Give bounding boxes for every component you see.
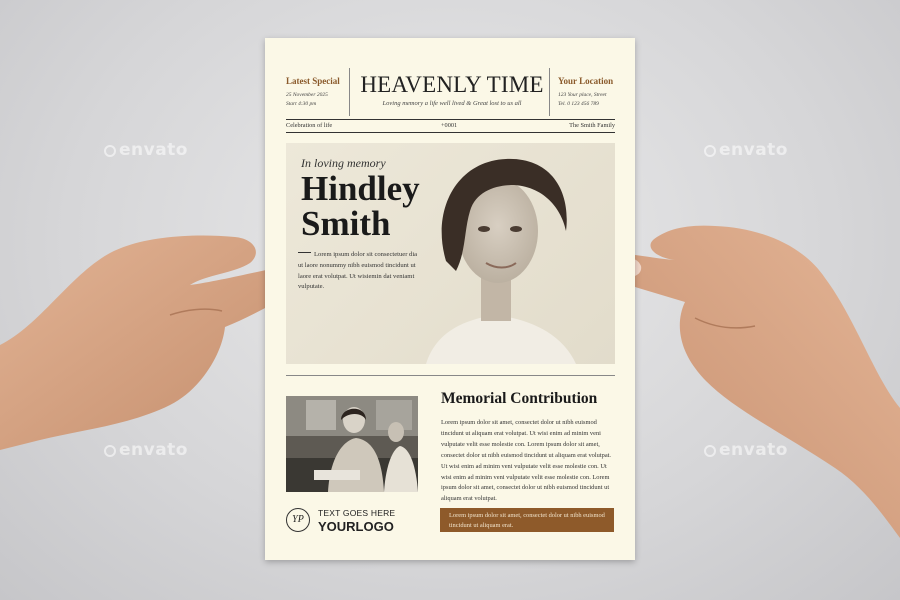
strip-center: +0001 (441, 122, 458, 129)
divider (349, 68, 350, 116)
deceased-name (301, 171, 420, 241)
in-loving-memory: In loving memory (301, 156, 386, 170)
divider (286, 132, 615, 133)
right-header (558, 76, 628, 109)
callout-box: Lorem ipsum dolor sit amet, consectet dolor ut nibh euismod tincidunt ut aliquam erat. (440, 508, 614, 532)
location-title: Your Location (558, 76, 614, 86)
strip-right: The Smith Family (569, 122, 615, 129)
left-hand-image (0, 215, 300, 450)
masthead (355, 72, 549, 107)
divider (286, 119, 615, 120)
watermark: envato (104, 440, 188, 460)
study-photo (286, 396, 418, 492)
divider (286, 375, 615, 376)
strip-left: Celebration of life (286, 122, 333, 129)
first-name: Hindley (301, 169, 420, 208)
watermark: envato (704, 140, 788, 160)
hero-body-text: Lorem ipsum dolor sit consectetuer dia ut laore nonummy nibh euismod tincidunt ut laore erat volutpat. Ut wisiemin dat veniamt vulputate. (298, 251, 418, 291)
event-date: 25 November 2025 (286, 92, 328, 98)
memorial-flyer (265, 38, 635, 560)
logo-mark-icon: YP (286, 508, 310, 532)
left-header (286, 76, 354, 109)
location-address: 123 Your place, Street (558, 92, 607, 98)
section-body-text: Lorem ipsum dolor sit amet, consectet dolor ut nibh euismod tincidunt ut aliquam erat volutpat. Ut wisi enim ad minim veni vulputate velit esse molestie con. Lorem ipsum dolor sit amet, consectet dolor ut nibh euismod tincidunt ut aliquam erat volutpat. Ut wisi enim ad minim veni vulputate velit esse molestie con. Ut wisi enim ad minim veni vulputate velit esse molestie con. Lorem ipsum dolor sit amet, consectet dolor ut nibh euismod tincidunt ut aliquam erat volutpat. (441, 419, 612, 503)
masthead-tagline: Loving memory a life well lived & Great lost to us all (382, 100, 522, 107)
divider (549, 68, 550, 116)
masthead-title: HEAVENLY TIME (360, 72, 544, 97)
logo-tagline: TEXT GOES HERE (318, 508, 396, 518)
last-name: Smith (301, 204, 391, 243)
section-title: Memorial Contribution (441, 390, 598, 407)
right-hand-image (605, 218, 900, 538)
watermark: envato (104, 140, 188, 160)
event-time: Start 4:30 pm (286, 101, 317, 107)
latest-special-title: Latest Special (286, 76, 340, 86)
logo-text: YOURLOGO (318, 519, 394, 534)
hero-section (286, 143, 615, 364)
watermark: envato (704, 440, 788, 460)
location-phone: Tel. 0 123 456 789 (558, 101, 599, 107)
